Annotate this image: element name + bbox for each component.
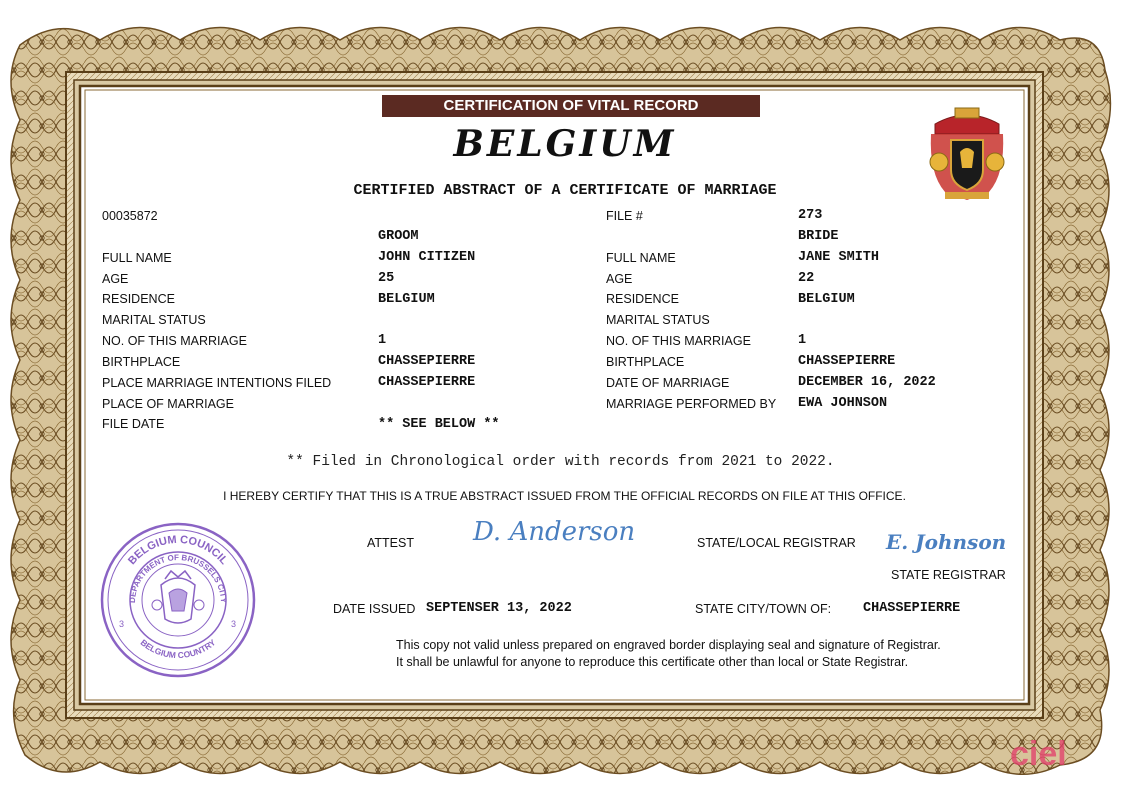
council-seal-icon [99,521,257,679]
city-value: CHASSEPIERRE [863,601,961,616]
attest-signature: D. Anderson [473,517,636,547]
groom-residence-value: BELGIUM [378,292,435,307]
date-of-marriage-label: DATE OF MARRIAGE [606,376,730,390]
groom-birthplace-value: CHASSEPIERRE [378,354,476,369]
file-date-label: FILE DATE [102,417,165,431]
groom-marriage-number-label: NO. OF THIS MARRIAGE [102,334,247,348]
groom-age-label: AGE [102,272,129,286]
bride-heading: BRIDE [798,229,839,244]
groom-birthplace-label: BIRTHPLACE [102,355,181,369]
bride-residence-label: RESIDENCE [606,292,679,306]
place-of-marriage-label: PLACE OF MARRIAGE [102,397,234,411]
city-label: STATE CITY/TOWN OF: [695,602,832,616]
seal-number-left: 3 [119,619,125,629]
bride-full-name-value: JANE SMITH [798,250,880,265]
groom-full-name-value: JOHN CITIZEN [378,250,476,265]
bride-full-name-label: FULL NAME [606,251,676,265]
groom-residence-label: RESIDENCE [102,292,175,306]
bride-age-value: 22 [798,271,815,286]
date-issued-value: SEPTENSER 13, 2022 [426,601,572,616]
date-issued-label: DATE ISSUED [333,602,416,616]
seal-top-text: BELGIUM COUNCIL [126,533,231,568]
intentions-filed-label: PLACE MARRIAGE INTENTIONS FILED [102,376,332,390]
attest-label: ATTEST [367,536,414,550]
bride-marriage-number-value: 1 [798,333,807,348]
performed-by-value: EWA JOHNSON [798,396,888,411]
file-value: 273 [798,208,823,223]
groom-heading: GROOM [378,229,419,244]
validity-note-1: This copy not valid unless prepared on engraved border displaying seal and signature of Registrar. [396,638,941,652]
seal-bottom-text: BELGIUM COUNTRY [138,637,218,661]
bride-birthplace-value: CHASSEPIERRE [798,354,896,369]
svg-text:BELGIUM COUNCIL [126,534,230,567]
seal-number-right: 3 [231,619,237,629]
certificate-banner: CERTIFICATION OF VITAL RECORD [382,95,760,117]
intentions-filed-value: CHASSEPIERRE [378,375,476,390]
registrar-label: STATE/LOCAL REGISTRAR [697,536,856,550]
watermark-logo: ciel [1010,735,1067,773]
file-date-value: ** SEE BELOW ** [378,417,500,432]
bride-age-label: AGE [606,272,633,286]
file-label: FILE # [606,209,643,223]
bride-marital-status-label: MARITAL STATUS [606,313,710,327]
validity-note-2: It shall be unlawful for anyone to reproduce this certificate other than local or State Registrar. [396,655,909,669]
chronological-note: ** Filed in Chronological order with records from 2021 to 2022. [286,454,835,470]
coat-of-arms-icon [925,104,1009,204]
abstract-title: CERTIFIED ABSTRACT OF A CERTIFICATE OF MARRIAGE [353,182,777,199]
date-of-marriage-value: DECEMBER 16, 2022 [798,375,936,390]
bride-marriage-number-label: NO. OF THIS MARRIAGE [606,334,751,348]
record-number: 00035872 [102,209,158,223]
bride-residence-value: BELGIUM [798,292,855,307]
bride-birthplace-label: BIRTHPLACE [606,355,685,369]
groom-marriage-number-value: 1 [378,333,387,348]
groom-age-value: 25 [378,271,395,286]
groom-full-name-label: FULL NAME [102,251,172,265]
certify-statement: I HEREBY CERTIFY THAT THIS IS A TRUE ABSTRACT ISSUED FROM THE OFFICIAL RECORDS ON FILE AT THIS OFFICE. [223,489,906,503]
country-title: BELGIUM [453,123,677,165]
seal-ring-text: DEPARTMENT OF BRUSSELS CITY [127,552,229,604]
performed-by-label: MARRIAGE PERFORMED BY [606,397,777,411]
registrar-title: STATE REGISTRAR [891,568,1006,582]
registrar-signature: E. Johnson [886,530,1007,554]
groom-marital-status-label: MARITAL STATUS [102,313,206,327]
